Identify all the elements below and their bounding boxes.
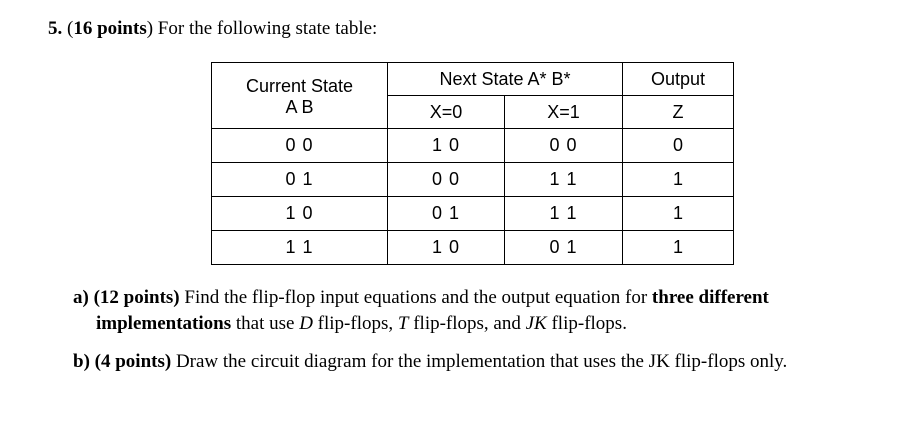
z-header: Z <box>623 96 734 129</box>
next-state-header: Next State A* B* <box>388 63 623 96</box>
x1-cell: 0 1 <box>505 231 623 265</box>
current-cell: 0 0 <box>212 129 388 163</box>
open-paren: ( <box>67 18 74 39</box>
part-a-bold2: implementations <box>96 313 232 334</box>
table-row <box>212 231 734 265</box>
x1-cell: 1 1 <box>505 163 623 197</box>
z-cell: 0 <box>623 129 734 163</box>
part-b-label: b) (4 points) <box>73 351 172 372</box>
part-a-jk: JK <box>525 313 547 334</box>
part-a-line1 <box>73 287 769 308</box>
question-heading <box>48 16 377 42</box>
question-number: 5. <box>48 18 63 39</box>
x1-header: X=1 <box>505 96 623 129</box>
x0-cell: 0 1 <box>388 197 505 231</box>
output-header: Output <box>623 63 734 96</box>
current-cell: 0 1 <box>212 163 388 197</box>
current-state-title: Current State <box>245 75 354 96</box>
part-a-text1: Find the flip-flop input equations and the output equation for <box>179 287 652 308</box>
part-a-t: T <box>397 313 409 334</box>
z-cell: 1 <box>623 231 734 265</box>
current-cell: 1 1 <box>212 231 388 265</box>
part-a-line2 <box>73 311 769 337</box>
question-points: 16 points <box>73 18 147 39</box>
x1-cell: 1 1 <box>505 197 623 231</box>
part-a-bold1: three different <box>651 287 769 308</box>
z-cell: 1 <box>623 197 734 231</box>
table-row <box>212 197 734 231</box>
x0-cell: 1 0 <box>388 129 505 163</box>
part-a-text5: flip-flops. <box>546 313 627 334</box>
x0-cell: 1 0 <box>388 231 505 265</box>
question-text: For the following state table: <box>153 18 378 39</box>
state-table <box>211 62 734 265</box>
close-paren: ) <box>146 18 154 39</box>
part-a <box>73 285 769 337</box>
part-a-text3: flip-flops, <box>312 313 398 334</box>
x0-header: X=0 <box>388 96 505 129</box>
x0-cell: 0 0 <box>388 163 505 197</box>
table-header-row <box>212 63 734 96</box>
z-cell: 1 <box>623 163 734 197</box>
table-row <box>212 163 734 197</box>
current-state-header <box>212 63 388 129</box>
current-cell: 1 0 <box>212 197 388 231</box>
part-a-text2: that use <box>231 313 300 334</box>
table-row <box>212 129 734 163</box>
part-b <box>73 349 787 375</box>
part-a-d: D <box>299 313 313 334</box>
current-state-vars: A B <box>285 96 314 117</box>
part-a-text4: flip-flops, and <box>408 313 526 334</box>
part-b-text: Draw the circuit diagram for the implementation that uses the JK flip-flops only. <box>171 351 788 372</box>
x1-cell: 0 0 <box>505 129 623 163</box>
part-a-label: a) (12 points) <box>73 287 180 308</box>
